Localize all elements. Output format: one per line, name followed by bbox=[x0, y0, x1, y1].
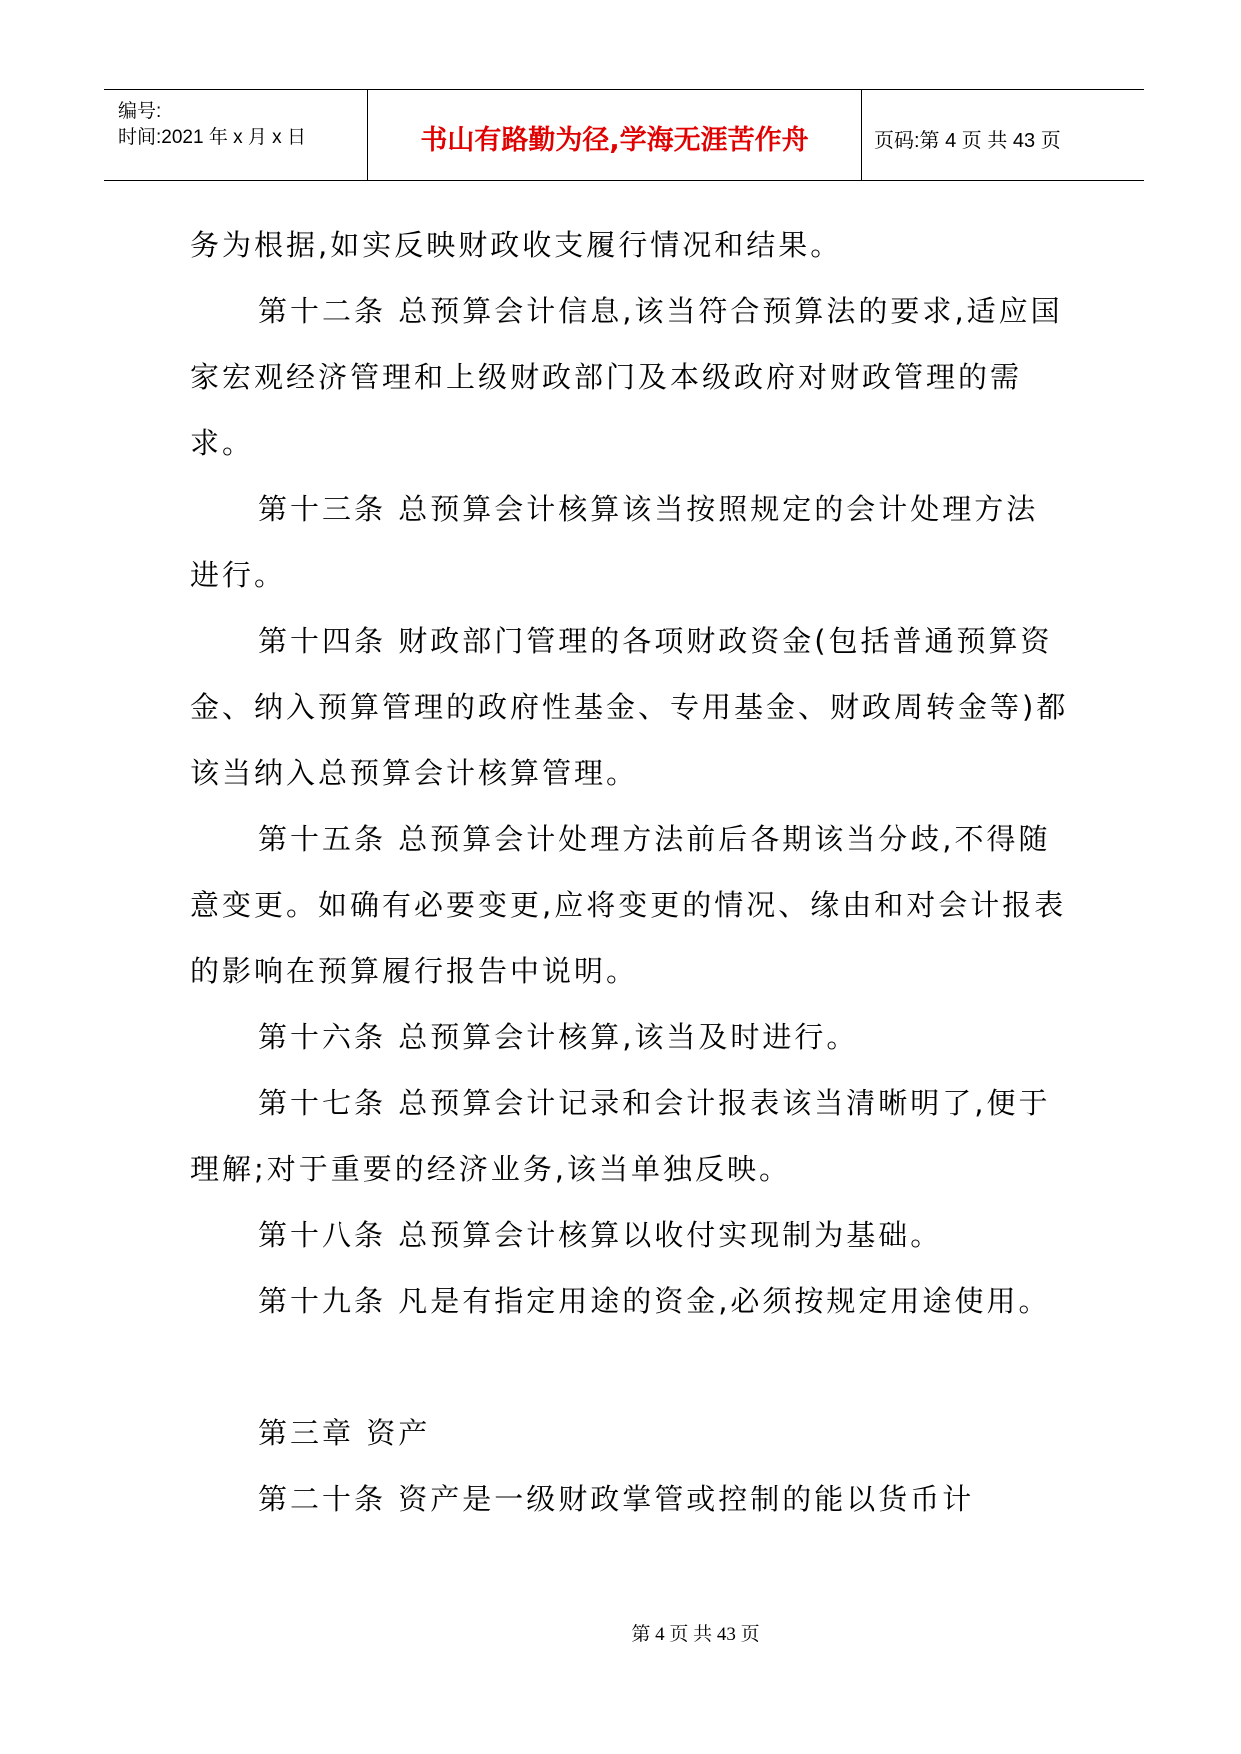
header-motto-cell bbox=[368, 90, 862, 180]
number-label: 编号: bbox=[118, 101, 162, 122]
article-19: 第十九条 凡是有指定用途的资金,必须按规定用途使用。 bbox=[258, 1284, 1051, 1318]
article-13: 第十三条 总预算会计核算该当按照规定的会计处理方法进行。 bbox=[190, 492, 1039, 592]
chapter-title: 第三章 资产 bbox=[258, 1416, 431, 1450]
document-body bbox=[190, 212, 1070, 1532]
header-page-cell bbox=[862, 90, 1144, 180]
article-20: 第二十条 资产是一级财政掌管或控制的能以货币计 bbox=[258, 1482, 975, 1516]
article-16: 第十六条 总预算会计核算,该当及时进行。 bbox=[258, 1020, 859, 1054]
spacer bbox=[190, 1334, 1070, 1400]
article-17: 第十七条 总预算会计记录和会计报表该当清晰明了,便于理解;对于重要的经济业务,该当单独反映。 bbox=[190, 1086, 1051, 1186]
page-header bbox=[104, 89, 1144, 181]
article-15: 第十五条 总预算会计处理方法前后各期该当分歧,不得随意变更。如确有必要变更,应将变更的情况、缘由和对会计报表的影响在预算履行报告中说明。 bbox=[190, 822, 1067, 988]
paragraph-continuation: 务为根据,如实反映财政收支履行情况和结果。 bbox=[190, 228, 843, 262]
article-18: 第十八条 总预算会计核算以收付实现制为基础。 bbox=[258, 1218, 943, 1252]
time-label: 时间:2021 年 x 月 x 日 bbox=[118, 127, 306, 148]
page-footer: 第 4 页 共 43 页 bbox=[631, 1624, 760, 1645]
header-meta-cell bbox=[104, 90, 368, 180]
article-12: 第十二条 总预算会计信息,该当符合预算法的要求,适应国家宏观经济管理和上级财政部门及本级政府对财政管理的需求。 bbox=[190, 294, 1063, 460]
article-14: 第十四条 财政部门管理的各项财政资金(包括普通预算资金、纳入预算管理的政府性基金、专用基金、财政周转金等)都该当纳入总预算会计核算管理。 bbox=[190, 624, 1069, 790]
motto-text: 书山有路勤为径,学海无涯苦作舟 bbox=[420, 125, 809, 156]
page-info: 页码:第 4 页 共 43 页 bbox=[874, 130, 1061, 152]
